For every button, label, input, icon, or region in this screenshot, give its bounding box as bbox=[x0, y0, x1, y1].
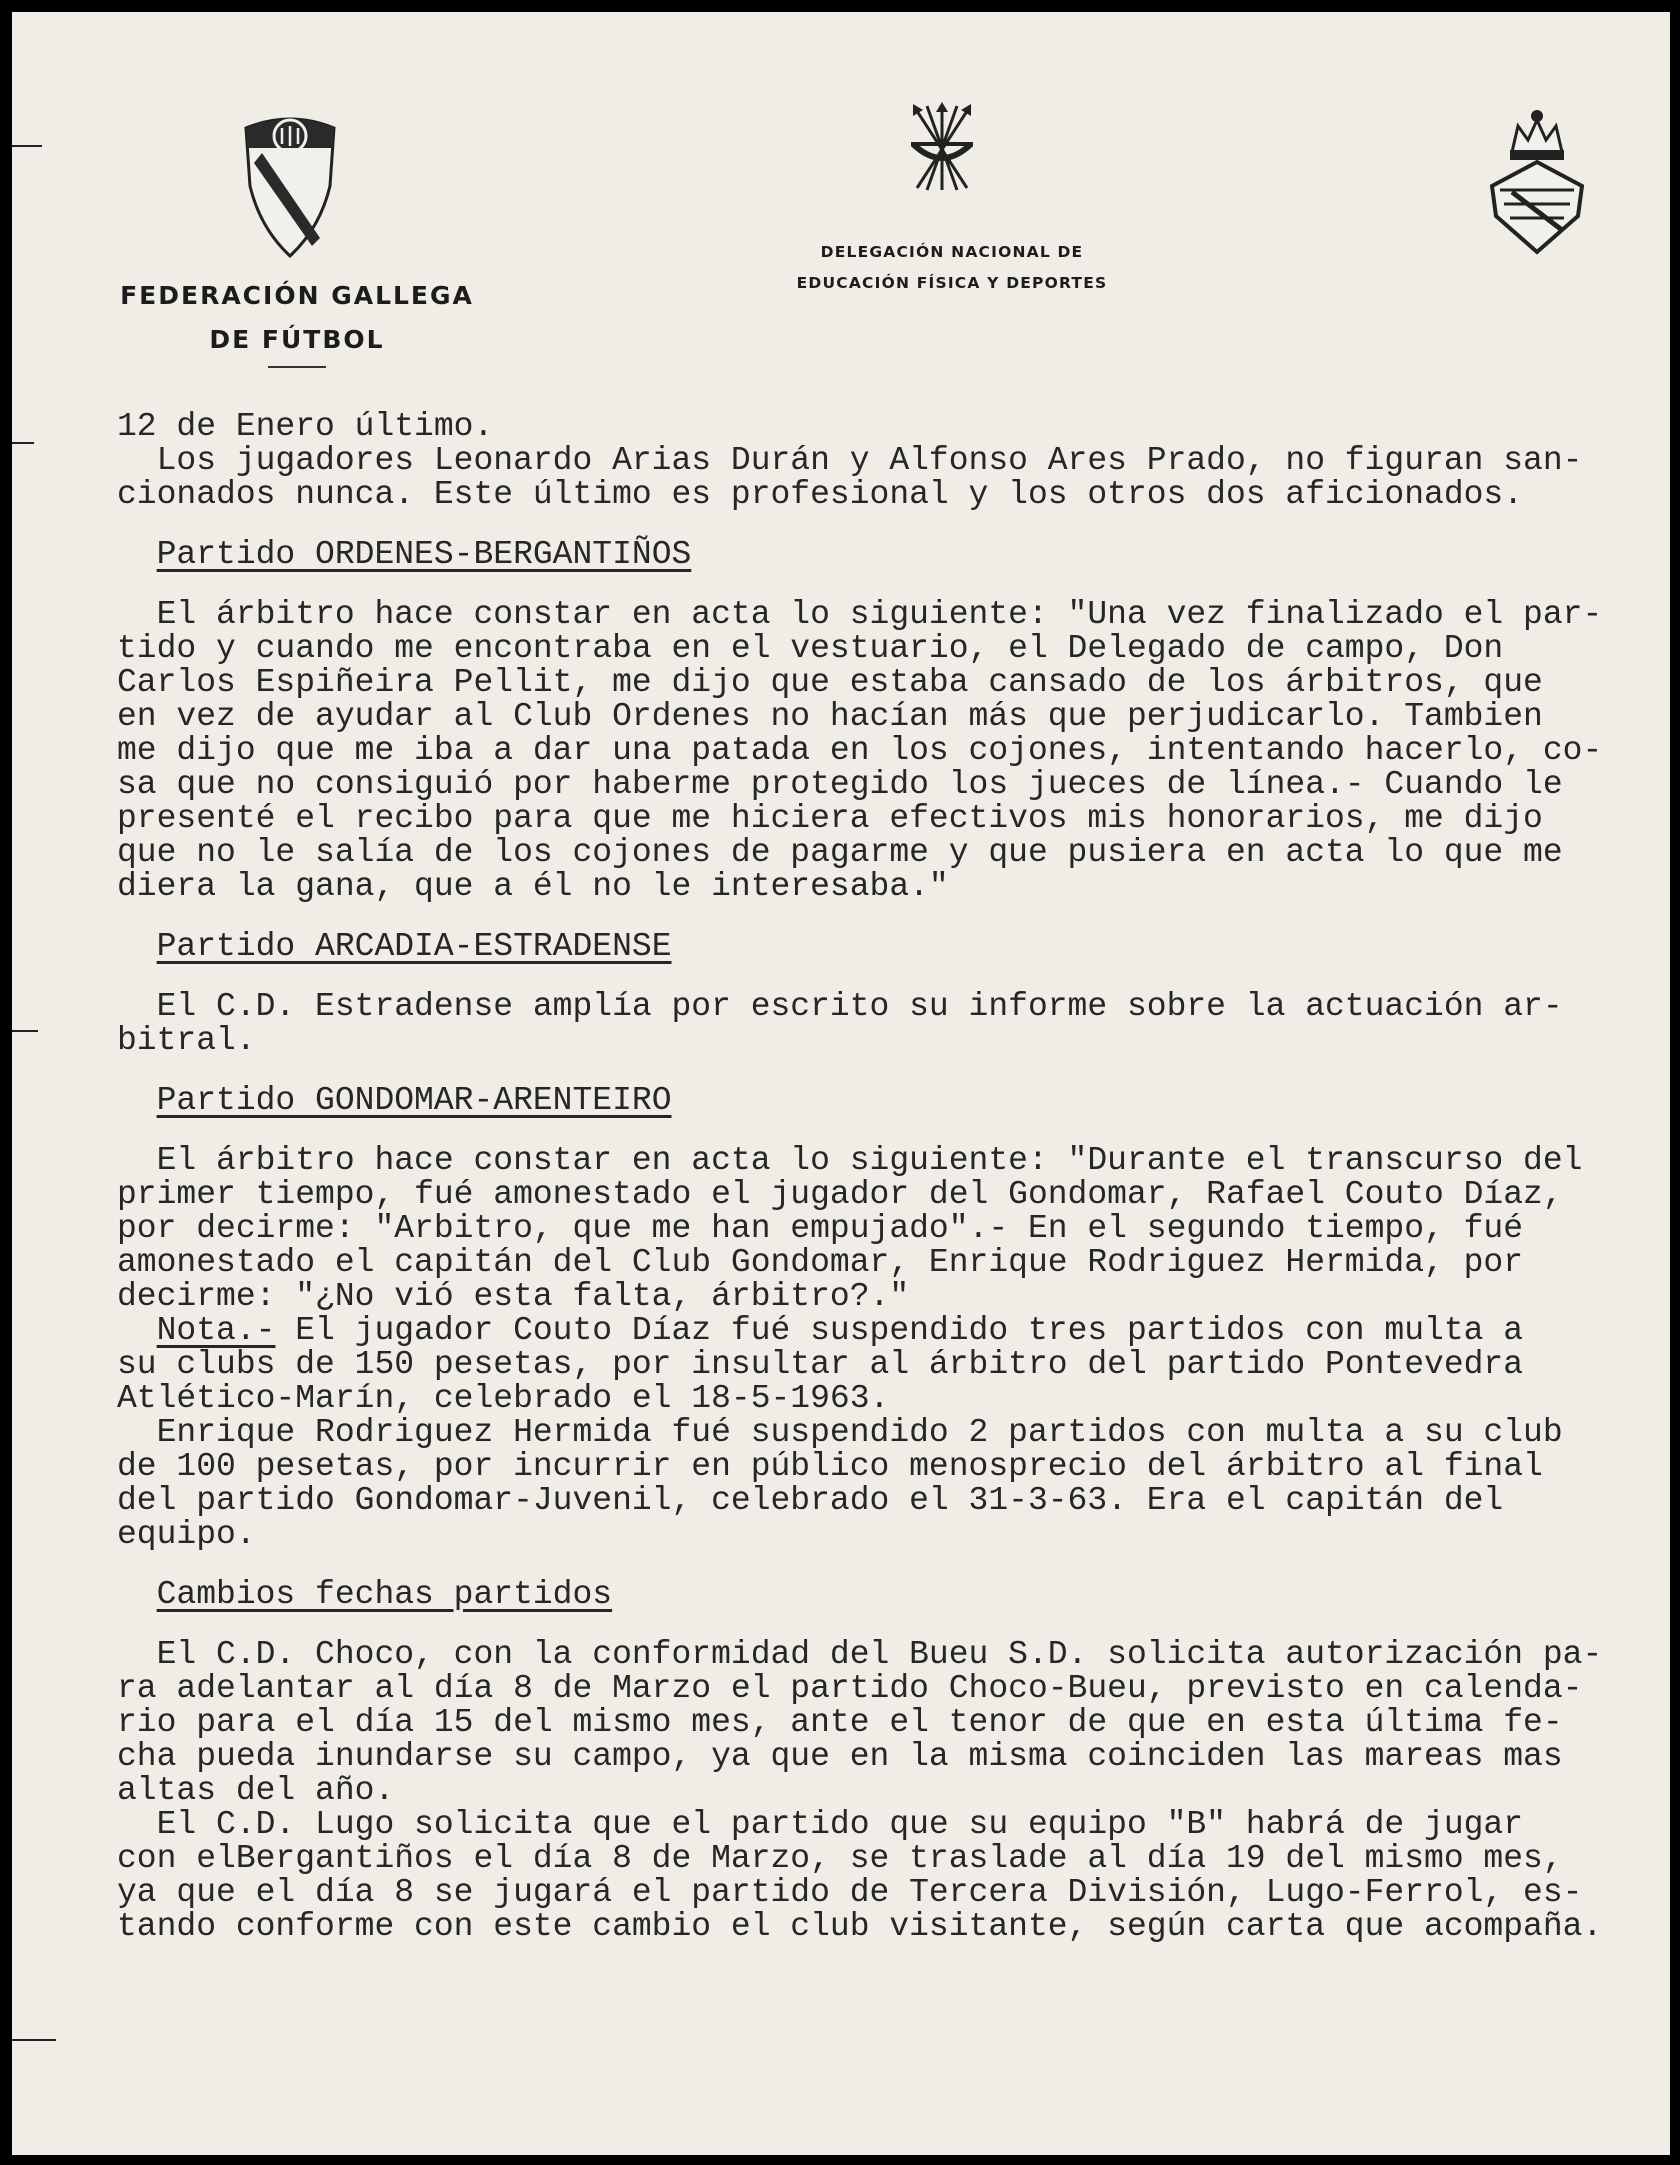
body-line: El árbitro hace constar en acta lo siguiente: "Una vez finalizado el par- bbox=[117, 596, 1603, 633]
body-line: decirme: "¿No vió esta falta, árbitro?." bbox=[117, 1278, 910, 1315]
federation-name bbox=[117, 274, 477, 368]
delegation-name bbox=[792, 237, 1112, 299]
body-line: que no le salía de los cojones de pagarme y que pusiera en acta lo que me bbox=[117, 834, 1563, 871]
document-page bbox=[12, 12, 1670, 2155]
section-heading: Partido ARCADIA-ESTRADENSE bbox=[156, 928, 672, 965]
body-line: primer tiempo, fué amonestado el jugador del Gondomar, Rafael Couto Díaz, bbox=[117, 1176, 1563, 1213]
body-line: sa que no consiguió por haberme protegido los jueces de línea.- Cuando le bbox=[117, 766, 1563, 803]
body-line: El C.D. Estradense amplía por escrito su informe sobre la actuación ar- bbox=[117, 988, 1563, 1025]
note-label: Nota.- bbox=[156, 1312, 276, 1349]
margin-mark bbox=[12, 2039, 56, 2041]
body-line: presenté el recibo para que me hiciera efectivos mis honorarios, me dijo bbox=[117, 800, 1543, 837]
body-line: diera la gana, que a él no le interesaba." bbox=[117, 868, 949, 905]
body-line: cha pueda inundarse su campo, ya que en la misma coinciden las mareas mas bbox=[117, 1738, 1563, 1775]
body-line: con elBergantiños el día 8 de Marzo, se traslade al día 19 del mismo mes, bbox=[117, 1840, 1563, 1877]
crowned-shield-logo bbox=[1482, 104, 1592, 256]
typed-body bbox=[117, 410, 1670, 1944]
section-heading-line bbox=[117, 538, 1670, 572]
section-heading: Partido GONDOMAR-ARENTEIRO bbox=[156, 1082, 672, 1119]
margin-mark bbox=[12, 1030, 38, 1032]
body-line: cionados nunca. Este último es profesional y los otros dos aficionados. bbox=[117, 476, 1524, 513]
body-line: tando conforme con este cambio el club visitante, según carta que acompaña. bbox=[117, 1908, 1603, 1945]
delegation-name-line2: EDUCACIÓN FÍSICA Y DEPORTES bbox=[796, 274, 1108, 292]
body-line: por decirme: "Arbitro, que me han empujado".- En el segundo tiempo, fué bbox=[117, 1210, 1524, 1247]
margin-mark bbox=[12, 145, 42, 147]
section-heading-line bbox=[117, 1578, 1670, 1612]
delegation-name-line1: DELEGACIÓN NACIONAL DE bbox=[820, 243, 1084, 261]
body-line: amonestado el capitán del Club Gondomar, Enrique Rodriguez Hermida, por bbox=[117, 1244, 1524, 1281]
body-line: ra adelantar al día 8 de Marzo el partido Choco-Bueu, previsto en calenda- bbox=[117, 1670, 1583, 1707]
body-line: El C.D. Choco, con la conformidad del Bueu S.D. solicita autorización pa- bbox=[117, 1636, 1603, 1673]
federation-name-line1: FEDERACIÓN GALLEGA bbox=[120, 281, 474, 310]
margin-mark bbox=[12, 442, 34, 444]
body-line: en vez de ayudar al Club Ordenes no hacían más que perjudicarlo. Tambien bbox=[117, 698, 1543, 735]
section-heading-line bbox=[117, 1084, 1670, 1118]
header-rule bbox=[268, 366, 326, 368]
note-line bbox=[117, 1314, 1670, 1348]
body-line: Enrique Rodriguez Hermida fué suspendido 2 partidos con multa a su club bbox=[117, 1414, 1563, 1451]
body-line: altas del año. bbox=[117, 1772, 395, 1809]
body-line: su clubs de 150 pesetas, por insultar al árbitro del partido Pontevedra bbox=[117, 1346, 1524, 1383]
body-line: de 100 pesetas, por incurrir en público menosprecio del árbitro al final bbox=[117, 1448, 1543, 1485]
body-line: rio para el día 15 del mismo mes, ante el tenor de que en esta última fe- bbox=[117, 1704, 1563, 1741]
body-line: Los jugadores Leonardo Arias Durán y Alfonso Ares Prado, no figuran san- bbox=[117, 442, 1583, 479]
body-line: del partido Gondomar-Juvenil, celebrado el 31-3-63. Era el capitán del bbox=[117, 1482, 1504, 1519]
body-line: 12 de Enero último. bbox=[117, 408, 494, 445]
body-line: El árbitro hace constar en acta lo siguiente: "Durante el transcurso del bbox=[117, 1142, 1583, 1179]
body-line: equipo. bbox=[117, 1516, 256, 1553]
body-line: ya que el día 8 se jugará el partido de Tercera División, Lugo-Ferrol, es- bbox=[117, 1874, 1583, 1911]
body-line: Atlético-Marín, celebrado el 18-5-1963. bbox=[117, 1380, 890, 1417]
section-heading-line bbox=[117, 930, 1670, 964]
body-line: me dijo que me iba a dar una patada en los cojones, intentando hacerlo, co- bbox=[117, 732, 1603, 769]
body-line: Carlos Espiñeira Pellit, me dijo que estaba cansado de los árbitros, que bbox=[117, 664, 1543, 701]
section-heading: Partido ORDENES-BERGANTIÑOS bbox=[156, 536, 692, 573]
federation-name-line2: DE FÚTBOL bbox=[209, 325, 385, 354]
body-line: tido y cuando me encontraba en el vestuario, el Delegado de campo, Don bbox=[117, 630, 1504, 667]
section-heading: Cambios fechas partidos bbox=[156, 1576, 613, 1613]
federation-shield-logo bbox=[242, 108, 338, 260]
note-text: El jugador Couto Díaz fué suspendido tres partidos con multa a bbox=[275, 1312, 1524, 1349]
body-line: El C.D. Lugo solicita que el partido que su equipo "B" habrá de jugar bbox=[117, 1806, 1524, 1843]
yoke-arrows-emblem bbox=[905, 102, 979, 194]
body-line: bitral. bbox=[117, 1022, 256, 1059]
